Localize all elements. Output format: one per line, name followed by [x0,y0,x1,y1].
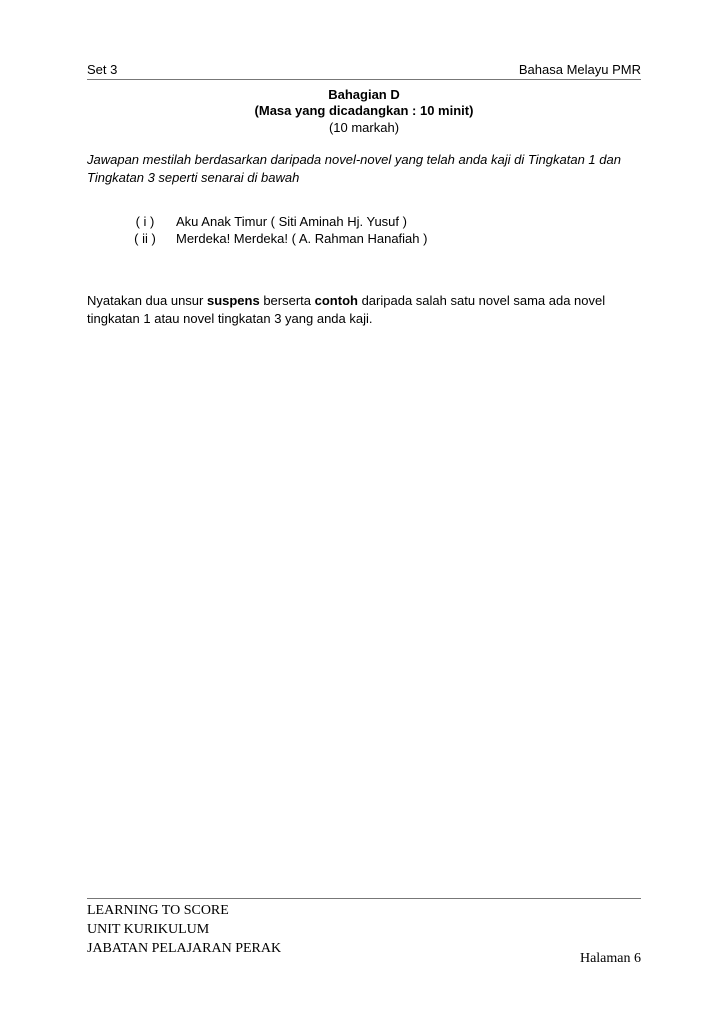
instruction-text: Jawapan mestilah berdasarkan daripada novel-novel yang telah anda kaji di Tingkatan 1 dan Tingkatan 3 seperti senarai di bawah [87,152,621,185]
question-part-1: Nyatakan dua unsur [87,293,207,308]
novel-number: ( ii ) [134,231,156,246]
novel-title: Aku Anak Timur ( Siti Aminah Hj. Yusuf ) [176,214,407,229]
question-part-3: daripada salah satu novel sama ada novel tingkatan 1 atau novel tingkatan 3 yang anda kaji. [87,293,606,326]
question-text [87,292,647,328]
page-number: Halaman 6 [579,951,641,966]
footer-org [87,901,281,958]
header-set-label: Set 3 [87,62,118,77]
footer-line-3: JABATAN PELAJARAN PERAK [87,941,282,956]
novel-number: ( i ) [135,214,155,229]
header-subject-label: Bahasa Melayu PMR [518,62,641,77]
question-part-2: berserta [259,293,315,308]
section-title: Bahagian D [328,87,400,102]
header-rule [87,79,641,80]
keyword-contoh: contoh [314,293,358,308]
footer-line-2: UNIT KURIKULUM [87,922,210,937]
marks-label: (10 markah) [328,120,400,135]
novel-title: Merdeka! Merdeka! ( A. Rahman Hanafiah ) [176,231,428,246]
suggested-time: (Masa yang dicadangkan : 10 minit) [254,103,474,118]
footer-line-1: LEARNING TO SCORE [87,903,229,918]
footer-rule [87,898,641,899]
keyword-suspens: suspens [206,293,260,308]
